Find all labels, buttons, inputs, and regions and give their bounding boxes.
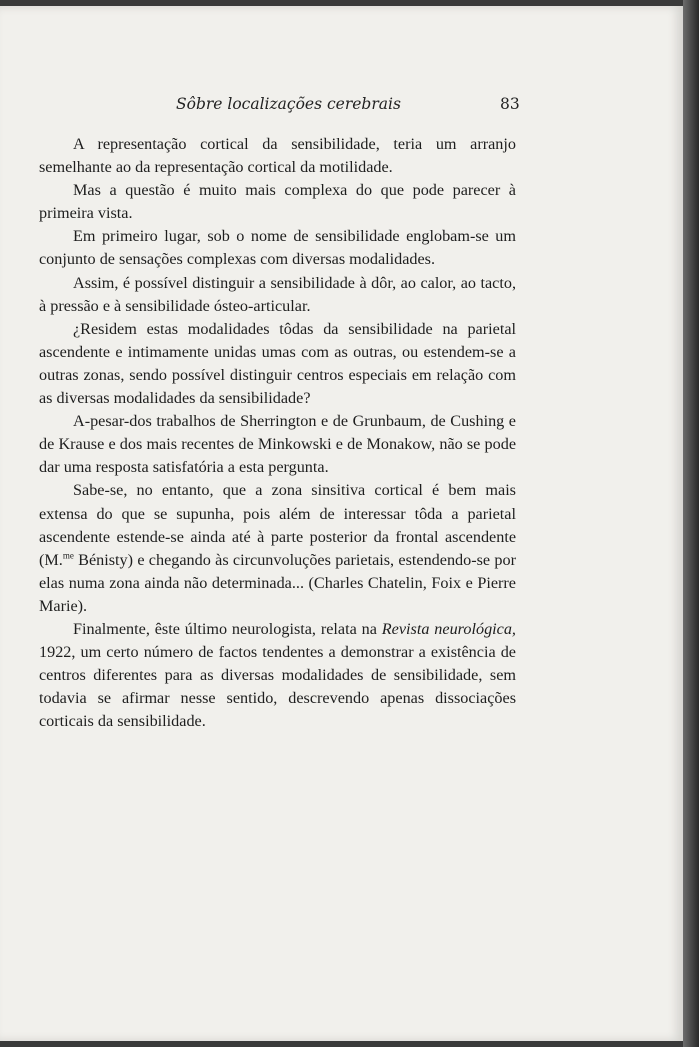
paragraph-4: Assim, é possível distinguir a sensibilidade à dôr, ao calor, ao tacto, à pressão e à sensibilidade ósteo-articular. bbox=[39, 273, 516, 315]
book-page bbox=[0, 6, 683, 1041]
paragraph-7 bbox=[39, 479, 516, 618]
superscript-me: me bbox=[62, 550, 74, 561]
page-header bbox=[0, 95, 683, 121]
paragraph-5: ¿Residem estas modalidades tôdas da sensibilidade na parietal ascendente e intimamente unidas umas com as outras, ou estendem-se a outras zonas, sendo possível distinguir centros especiais em relação com as diversas modalidades da sensibilidade? bbox=[39, 319, 516, 408]
page-number: 83 bbox=[500, 95, 520, 113]
paragraph-2: Mas a questão é muito mais complexa do que pode parecer à primeira vista. bbox=[39, 181, 516, 223]
page-edge-shadow bbox=[683, 0, 699, 1047]
paragraph-6: A-pesar-dos trabalhos de Sherrington e de Grunbaum, de Cushing e de Krause e dos mais recentes de Minkowski e de Monakow, não se pode dar uma resposta satisfatória a esta pergunta. bbox=[39, 412, 516, 477]
paragraph-8 bbox=[39, 618, 516, 733]
paragraph-3: Em primeiro lugar, sob o nome de sensibilidade englobam-se um conjunto de sensações complexas com diversas modalidades. bbox=[39, 227, 516, 269]
paragraph-8-part-b: 1922, um certo número de factos tendentes a demonstrar a existência de centros diferentes para as diversas modalidades de sensibilidade, sem todavia se afirmar nesse sentido, descrevendo apenas dissociações corticais da sensibilidade. bbox=[39, 643, 516, 731]
body-text bbox=[39, 133, 516, 733]
paragraph-8-part-a: Finalmente, êste último neurologista, relata na bbox=[73, 619, 382, 638]
running-title: Sôbre localizações cerebrais bbox=[176, 95, 401, 113]
paragraph-1: A representação cortical da sensibilidade, teria um arranjo semelhante ao da representação cortical da motilidade. bbox=[39, 135, 516, 177]
journal-title: Revista neurológica, bbox=[381, 619, 516, 638]
paragraph-7-part-a: Sabe-se, no entanto, que a zona sinsitiva cortical é bem mais extensa do que se supunha, pois além de interessar tôda a parietal ascendente estende-se ainda até à parte posterior da frontal ascendente (M. bbox=[39, 481, 516, 569]
paragraph-7-part-b: Bénisty) e chegando às circunvoluções parietais, estendendo-se por elas numa zona ainda não determinada... (Charles Chatelin, Foix e Pierre Marie). bbox=[39, 550, 516, 615]
